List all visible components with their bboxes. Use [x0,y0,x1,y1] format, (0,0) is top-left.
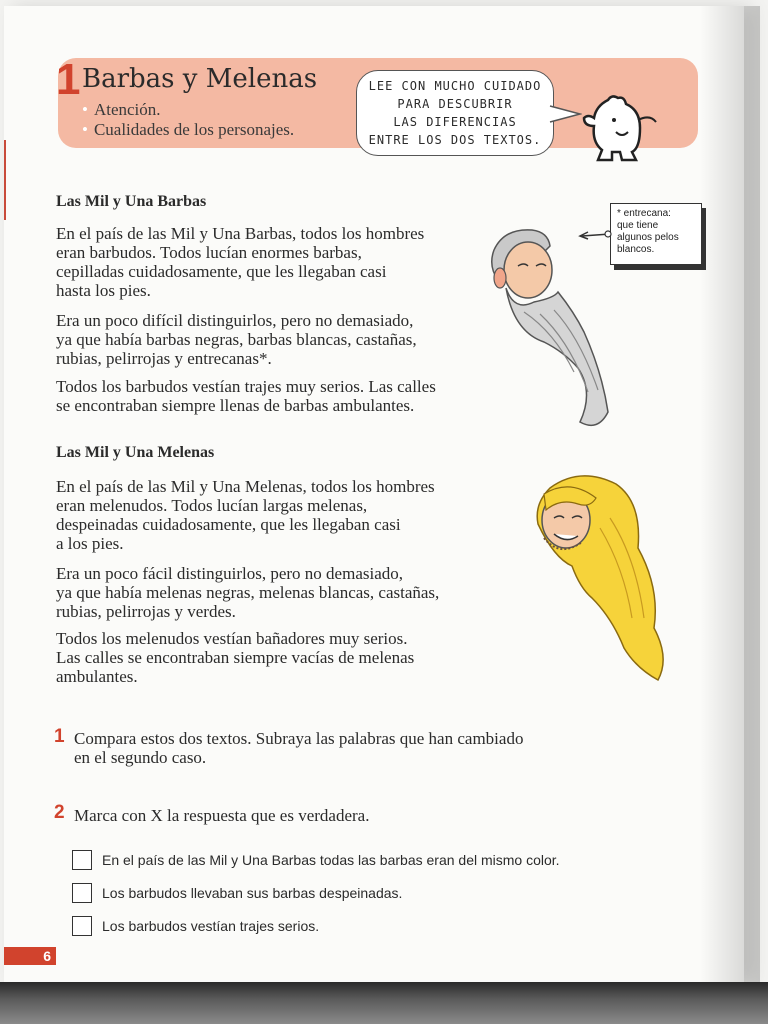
answer-checkbox[interactable] [72,850,92,870]
answer-option-label: En el país de las Mil y Una Barbas todas las barbas eran del mismo color. [102,852,560,868]
footnote-box: * entrecana: que tiene algunos pelos blancos. [610,203,702,265]
text1-title: Las Mil y Una Barbas [56,193,207,210]
page-number: 6 [4,947,56,965]
objective-item: • Atención. [82,100,161,119]
speech-bubble: LEE CON MUCHO CUIDADO PARA DESCUBRIR LAS DIFERENCIAS ENTRE LOS DOS TEXTOS. [356,70,554,156]
exercise-instruction: Compara estos dos textos. Subraya las palabras que han cambiado en el segundo caso. [74,729,524,767]
page-binding-shadow [700,6,760,982]
bullet-icon: • [82,100,88,119]
answer-option-label: Los barbudos vestían trajes serios. [102,918,320,934]
exercise-number: 2 [54,802,65,823]
margin-rule [4,140,6,220]
answer-option-label: Los barbudos llevaban sus barbas despeinadas. [102,885,403,901]
scan-bottom-edge [0,982,768,1024]
answer-checkbox[interactable] [72,916,92,936]
bearded-man-illustration-icon [484,222,624,432]
objective-item: • Cualidades de los personajes. [82,120,295,139]
chapter-title: Barbas y Melenas [82,64,318,94]
exercise-instruction: Marca con X la respuesta que es verdadera. [74,806,370,825]
chapter-number: 1 [56,55,81,104]
answer-checkbox[interactable] [72,883,92,903]
text2-title: Las Mil y Una Melenas [56,444,215,461]
long-hair-man-illustration-icon [520,468,680,688]
exercise-number: 1 [54,726,65,747]
bullet-icon: • [82,120,88,139]
speech-tail-icon [548,104,582,124]
text2-paragraph: En el país de las Mil y Una Melenas, todos los hombres eran melenudos. Todos lucían largas melenas, despeinadas cuidadosamente, que les llegaban casi a los pies. [56,477,435,553]
text1-paragraph: Era un poco difícil distinguirlos, pero no demasiado, ya que había barbas negras, barbas blancas, castañas, rubias, pelirrojas y entrecanas*. [56,311,417,368]
text1-paragraph: En el país de las Mil y Una Barbas, todos los hombres eran barbudos. Todos lucían enormes barbas, cepilladas cuidadosamente, que les llegaban casi hasta los pies. [56,224,425,300]
text2-paragraph: Todos los melenudos vestían bañadores muy serios. Las calles se encontraban siempre vacías de melenas ambulantes. [56,629,415,686]
text1-paragraph: Todos los barbudos vestían trajes muy serios. Las calles se encontraban siempre llenas de barbas ambulantes. [56,377,436,415]
text2-paragraph: Era un poco fácil distinguirlos, pero no demasiado, ya que había melenas negras, melenas blancas, castañas, rubias, pelirrojas y verdes. [56,564,440,621]
mascot-illustration-icon [578,92,664,164]
objectives-list [82,100,294,140]
